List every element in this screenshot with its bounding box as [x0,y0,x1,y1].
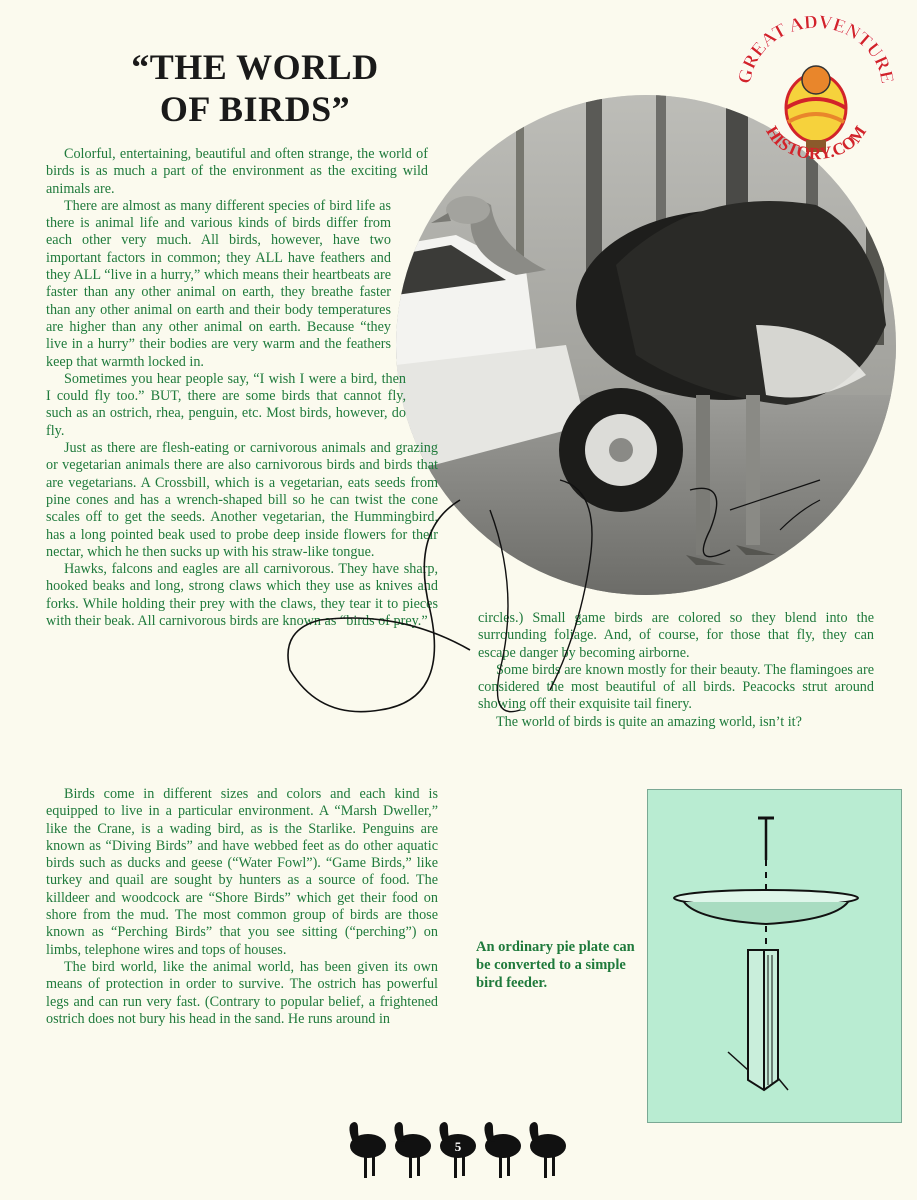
ostrich-silhouette-icon [484,1122,521,1178]
title-line-2: OF BIRDS” [159,89,351,129]
illustration-caption: An ordinary pie plate can be converted to a simple bird feeder. [476,939,635,991]
paragraph: Colorful, entertaining, beautiful and often strange, the world of birds is as much a part of the environment as the exciting wild animals are. [46,146,428,197]
paragraph: Just as there are flesh-eating or carnivorous animals and grazing or vegetarian animals there are also carnivorous birds and birds that are vegetarians. A Crossbill, which is a vegetarian, eats seeds from pine cones and has a wrench-shaped bill so he can twist the cone scales off to get the seeds. Another vegetarian, the Hummingbird, has a long pointed beak used to probe deep inside flowers for their nectar, which he then sucks up with his straw-like tongue. [46,440,438,560]
paragraph: There are almost as many different species of bird life as there is animal life and various kinds of birds differ from each other very much. All birds, however, have two important factors in common; they ALL have feathers and they ALL “live in a hurry,” which means their heartbeats are faster than any other animal on earth, they breathe faster than any other animal on earth and their body temperatures are higher than any other animal on earth. Because “they live in a hurry” their bodies are very warm and the feathers keep that warmth locked in. [46,197,391,370]
title-line-1: “THE WORLD [131,47,379,87]
logo-bottom-text: HISTORY.COM [762,122,870,164]
footer-ostrich-row [346,1118,576,1184]
article-title [100,46,410,130]
paragraph: circles.) Small game birds are colored so they blend into the surrounding foliage. And, of course, for those that fly, they can escape danger by becoming airborne. [478,610,874,661]
left-column-top [46,146,438,630]
paragraph: The world of birds is quite an amazing world, isn’t it? [496,713,802,730]
paragraph: Hawks, falcons and eagles are all carnivorous. They have sharp, hooked beaks and long, strong claws which they use as knives and forks. While holding their prey with the claws, they tear it to pieces with their beak. All carnivorous birds are known as “birds of prey.” [46,561,438,630]
pie-plate-feeder-drawing [648,790,901,1122]
great-adventure-history-logo [736,10,896,180]
ostrich-silhouette-icon [349,1122,386,1178]
bird-feeder-illustration [647,789,902,1123]
logo-top-text: GREAT ADVENTURE [736,11,896,86]
right-column [478,610,874,731]
paragraph: Some birds are known mostly for their beauty. The flamingoes are considered the most beautiful of all birds. Peacocks strut around showing off their exquisite tail finery. [478,661,874,713]
ostrich-silhouette-icon [529,1122,566,1178]
ostrich-silhouette-icon [394,1122,431,1178]
paragraph: Birds come in different sizes and colors and each kind is equipped to live in a particular environment. A “Marsh Dweller,” like the Crane, is a wading bird, as is the Starlike. Penguins are known as “Diving Birds” and have webbed feet as do other aquatic birds such as ducks and geese (“Water Fowl”). “Game Birds,” like turkey and quail are sought by hunters as a source of food. The killdeer and woodcock are “Shore Birds” which get their food on shore from the mud. The most common group of birds are those known as “Perching Birds” that you see sitting (“perching”) on limbs, telephone wires and tops of houses. [46,786,438,958]
left-column-bottom [46,786,438,1028]
page-number: 5 [454,1139,462,1154]
paragraph: The bird world, like the animal world, has been given its own means of protection in order to survive. The ostrich has powerful legs and can run very fast. (Contrary to popular belief, a frightened ostrich does not bury his head in the sand. He runs around in [46,958,438,1027]
paragraph: Sometimes you hear people say, “I wish I were a bird, then I could fly too.” BUT, there are some birds that cannot fly, such as an ostrich, rhea, penguin, etc. Most birds, however, do fly. [46,370,406,439]
